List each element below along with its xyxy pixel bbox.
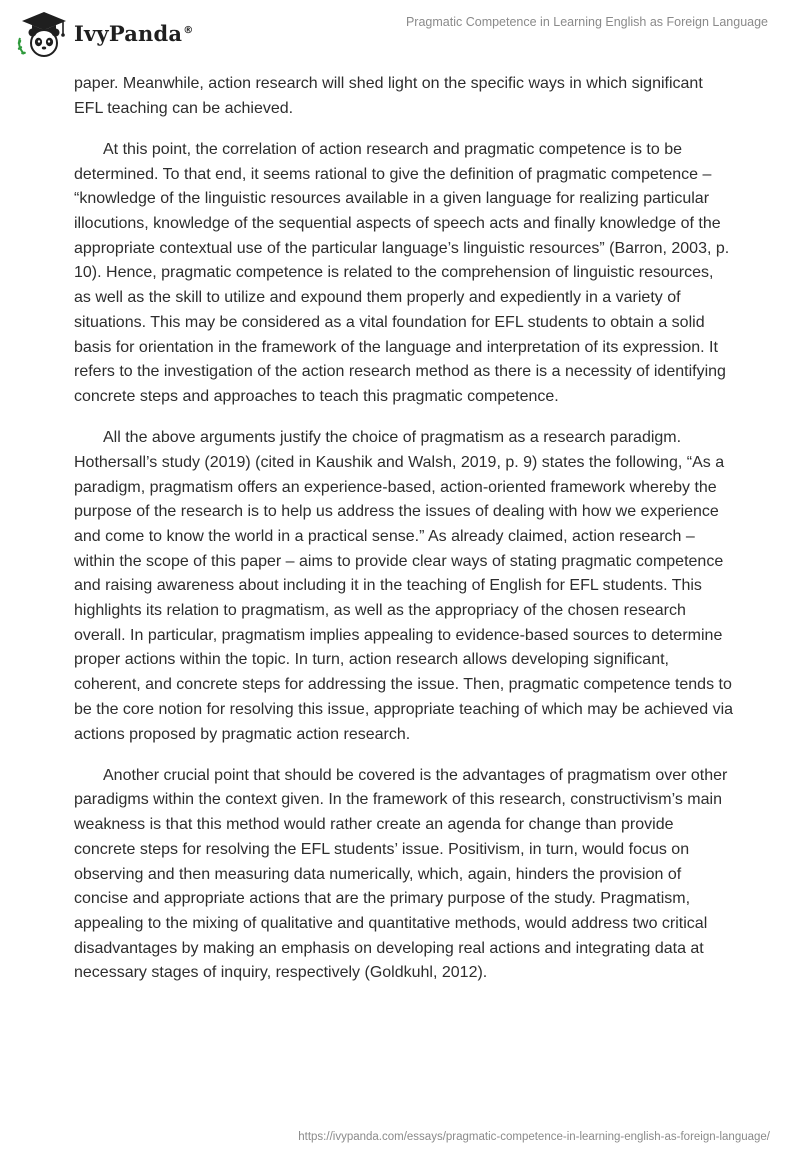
source-url-link[interactable]: https://ivypanda.com/essays/pragmatic-competence-in-learning-english-as-foreign-language/ bbox=[298, 1131, 770, 1143]
brand-name: IvyPanda® bbox=[74, 20, 194, 46]
paragraph-advantages: Another crucial point that should be covered is the advantages of pragmatism over other paradigms within the context given. In the framework of this research, constructivism’s main weakness is that this method would rather create an agenda for change than provide concrete steps for resolving the EFL students’ issue. Positivism, in turn, would focus on observing and then measuring data numerically, which, again, hinders the provision of concise and appropriate actions that are the primary purpose of the study. Pragmatism, appealing to the mixing of qualitative and quantitative methods, would address two critical disadvantages by making an emphasis on developing real actions and integrating data at necessary stages of inquiry, respectively (Goldkuhl, 2012). bbox=[74, 766, 728, 982]
paragraph-continuation: paper. Meanwhile, action research will shed light on the specific ways in which significant EFL teaching can be achieved. bbox=[74, 75, 703, 117]
brand-logo[interactable] bbox=[14, 8, 193, 58]
panda-logo-icon bbox=[14, 8, 70, 58]
document-title: Pragmatic Competence in Learning English as Foreign Language bbox=[405, 15, 768, 29]
paragraph-pragmatic-competence: At this point, the correlation of action research and pragmatic competence is to be determined. To that end, it seems rational to give the definition of pragmatic competence – “knowledge of the linguistic resources available in a given language for realizing particular illocutions, knowledge of the sequential aspects of speech acts and finally knowledge of the appropriate contextual use of the particular language’s linguistic resources” (Barron, 2003, p. 10). Hence, pragmatic competence is related to the comprehension of linguistic resources, as well as the skill to utilize and expound them properly and expediently in a variety of situations. This may be considered as a vital foundation for EFL students to obtain a solid basis for orientation in the framework of the language and interpretation of its expression. It refers to the investigation of the action research method as there is a necessity of identifying concrete steps and approaches to teach this pragmatic competence. bbox=[74, 140, 730, 405]
essay-body bbox=[74, 72, 734, 1003]
registered-mark: ® bbox=[183, 24, 194, 36]
paragraph-pragmatism-paradigm: All the above arguments justify the choice of pragmatism as a research paradigm. Hothersall’s study (2019) (cited in Kaushik and Walsh, 2019, p. 9) states the following, “As a paradigm, pragmatism offers an experience-based, action-oriented framework whereby the purpose of the research is to help us address the issues of dealing with how we experience and come to know the world in a practical sense.” As already claimed, action research – within the scope of this paper – aims to provide clear ways of stating pragmatic competence and raising awareness about including it in the teaching of English for EFL students. This highlights its relation to pragmatism, as well as the appropriacy of the chosen research overall. In particular, pragmatism implies appealing to evidence-based sources to determine proper actions within the topic. In turn, action research allows developing significant, coherent, and concrete steps for addressing the issue. Then, pragmatic competence tends to be the core notion for resolving this issue, appropriate teaching of which may be achieved via actions proposed by pragmatic action research. bbox=[74, 429, 734, 743]
page-header bbox=[0, 0, 800, 62]
